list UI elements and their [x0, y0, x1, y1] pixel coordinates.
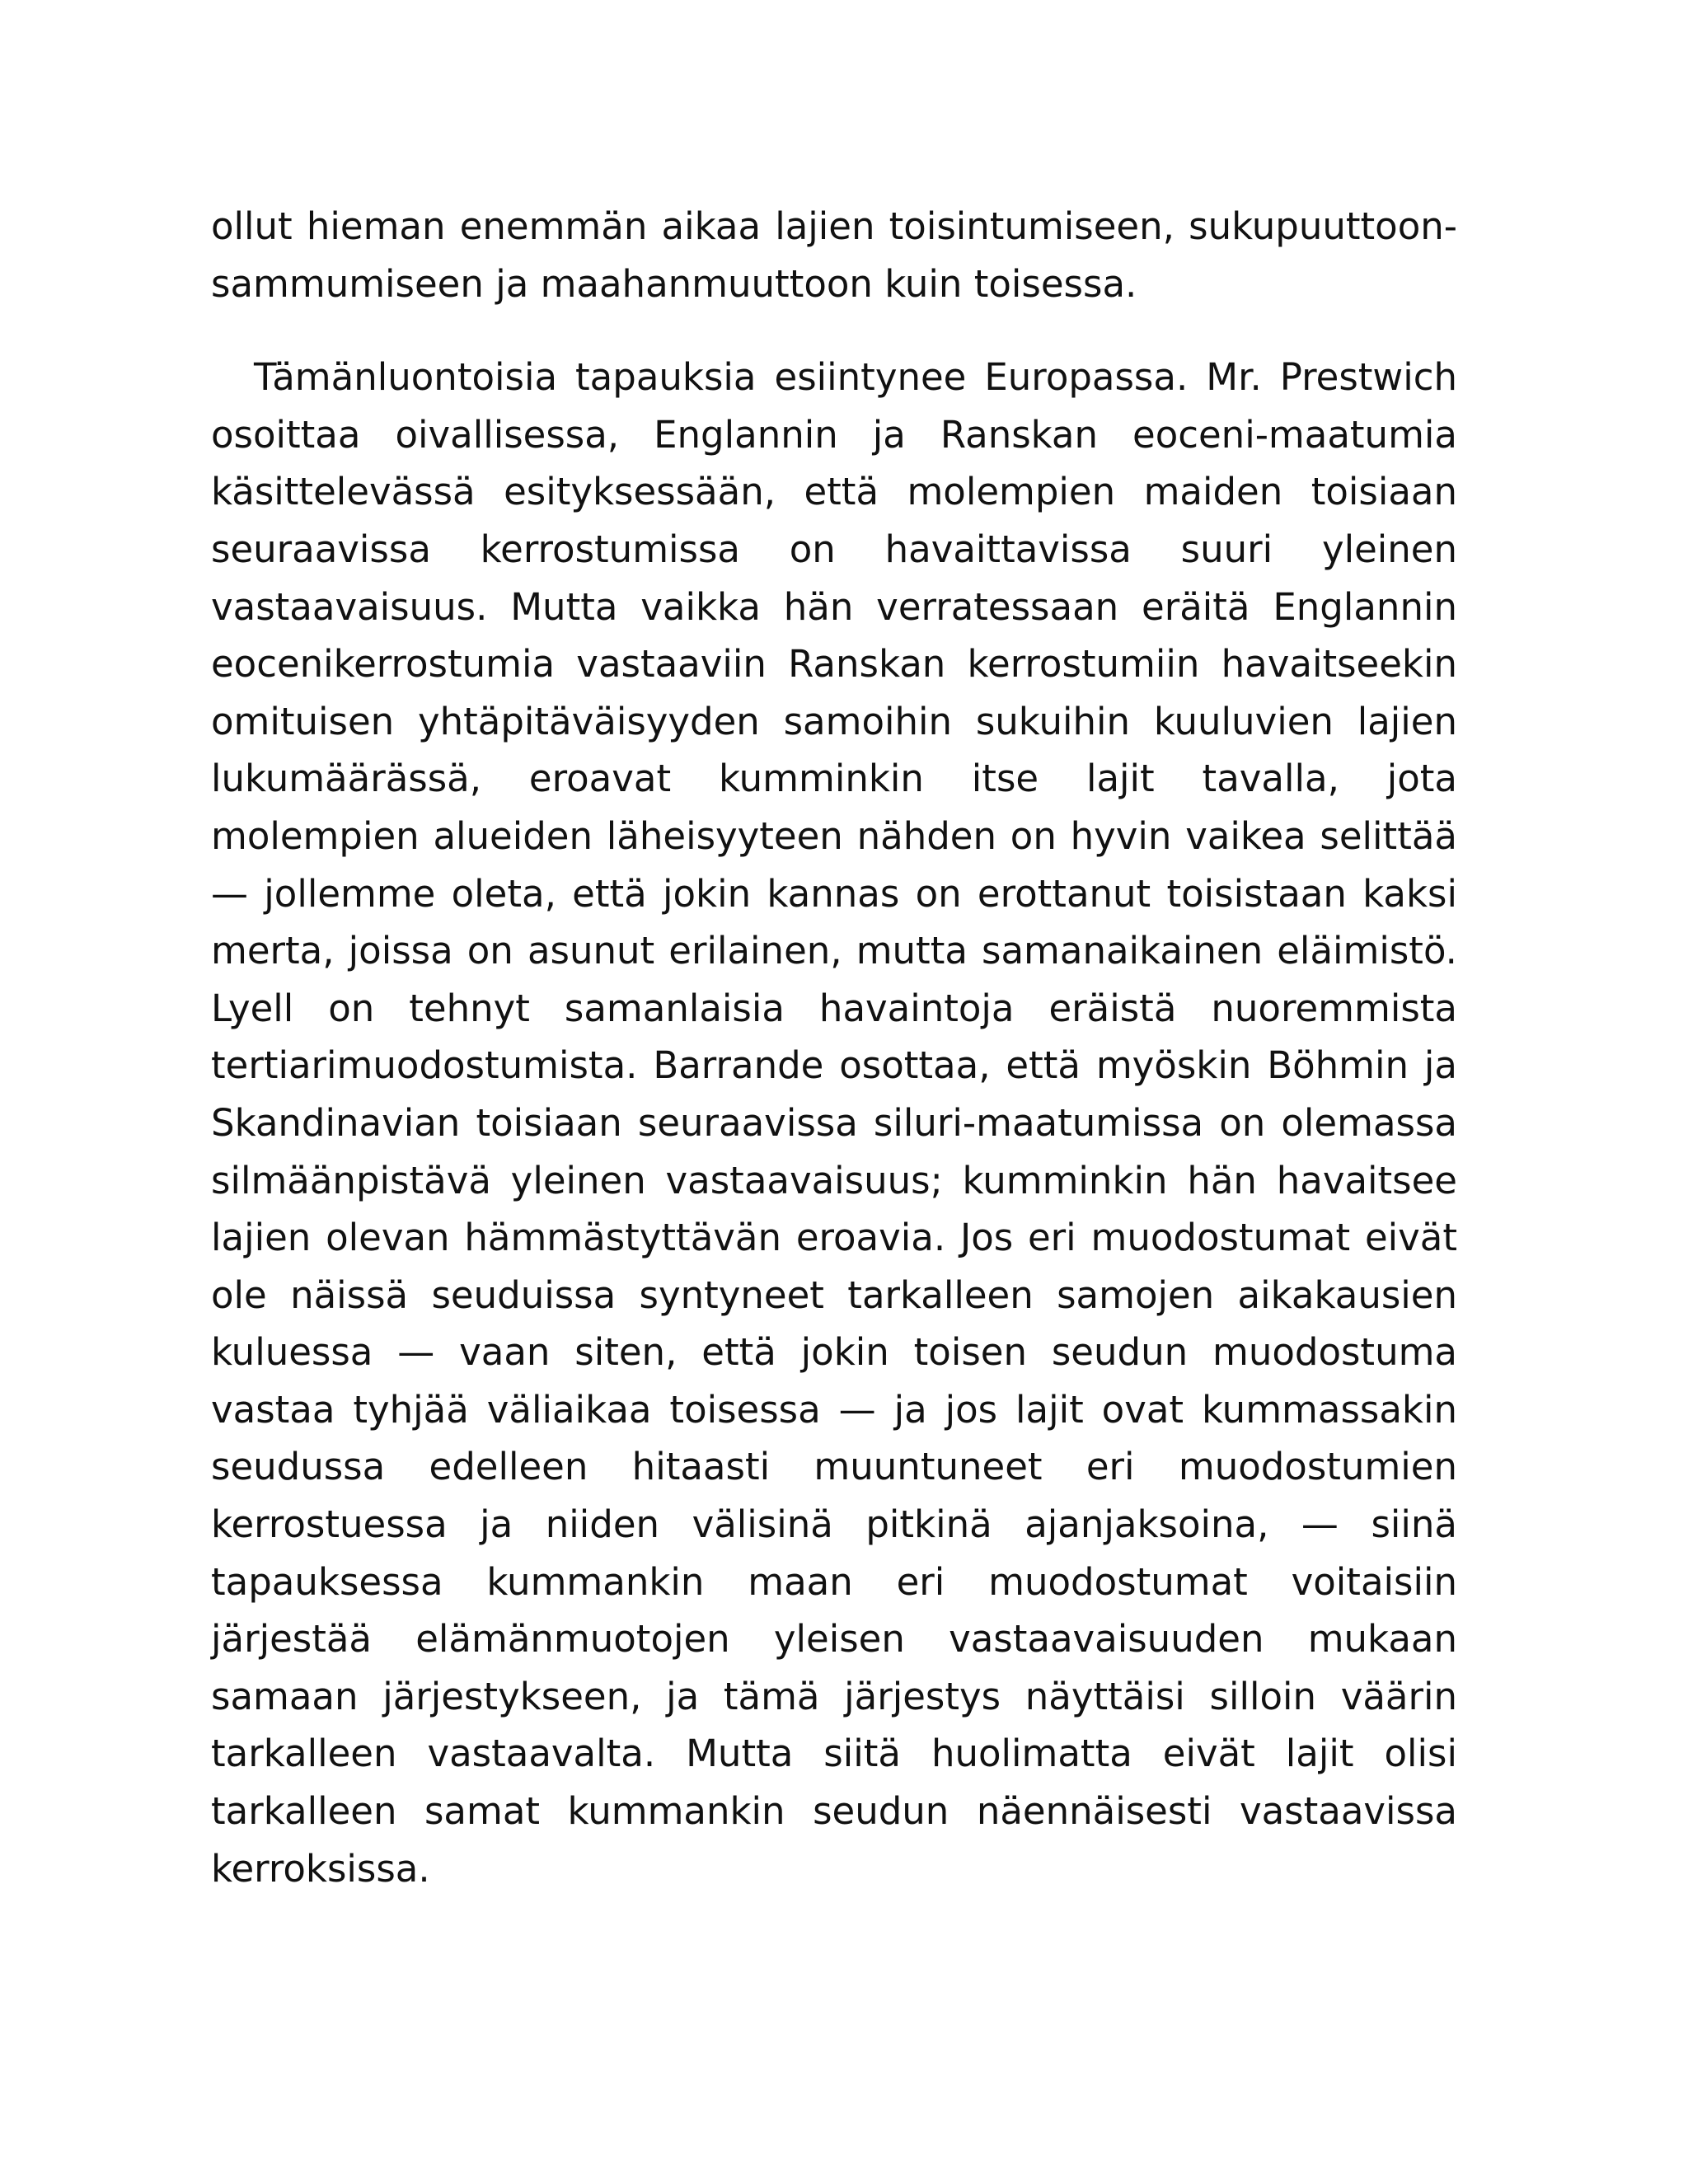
paragraph-main: Tämänluontoisia tapauksia esiintynee Europassa. Mr. Prestwich osoittaa oivallisessa, Englannin ja Ranskan eoceni-maatumia käsittelevässä esityksessään, että molempien maiden toisiaan seuraavissa kerrostumissa on havaittavissa suuri yleinen vastaavaisuus. Mutta vaikka hän verratessaan eräitä Englannin eocenikerrostumia vastaaviin Ranskan kerrostumiin havaitseekin omituisen yhtäpitäväisyyden samoihin sukuihin kuuluvien lajien lukumäärässä, eroavat kumminkin itse lajit tavalla, jota molempien alueiden läheisyyteen nähden on hyvin vaikea selittää — jollemme oleta, että jokin kannas on erottanut toisistaan kaksi merta, joissa on asunut erilainen, mutta samanaikainen eläimistö. Lyell on tehnyt samanlaisia havaintoja eräistä nuoremmista tertiarimuodostumista. Barrande osottaa, että myöskin Böhmin ja Skandinavian toisiaan seuraavissa siluri-maatumissa on olemassa silmäänpistävä yleinen vastaavaisuus; kumminkin hän havaitsee lajien olevan hämmästyttävän eroavia. Jos eri muodostumat eivät ole näissä seuduissa syntyneet tarkalleen samojen aikakausien kuluessa — vaan siten, että jokin toisen seudun muodostuma vastaa tyhjää väliaikaa toisessa — ja jos lajit ovat kummassakin seudussa edelleen hitaasti muuntuneet eri muodostumien kerrostuessa ja niiden välisinä pitkinä ajanjaksoina, — siinä tapauksessa kummankin maan eri muodostumat voitaisiin järjestää elämänmuotojen yleisen vastaavaisuuden mukaan samaan järjestykseen, ja tämä järjestys näyttäisi silloin väärin tarkalleen vastaavalta. Mutta siitä huolimatta eivät lajit olisi tarkalleen samat kummankin seudun näennäisesti vastaavissa kerroksissa.	[211, 355, 1457, 1891]
paragraph-continued: ollut hieman enemmän aikaa lajien toisintumiseen, sukupuuttoon-sammumiseen ja maahanmuuttoon kuin toisessa.	[211, 204, 1457, 306]
body-text	[211, 198, 1457, 1897]
